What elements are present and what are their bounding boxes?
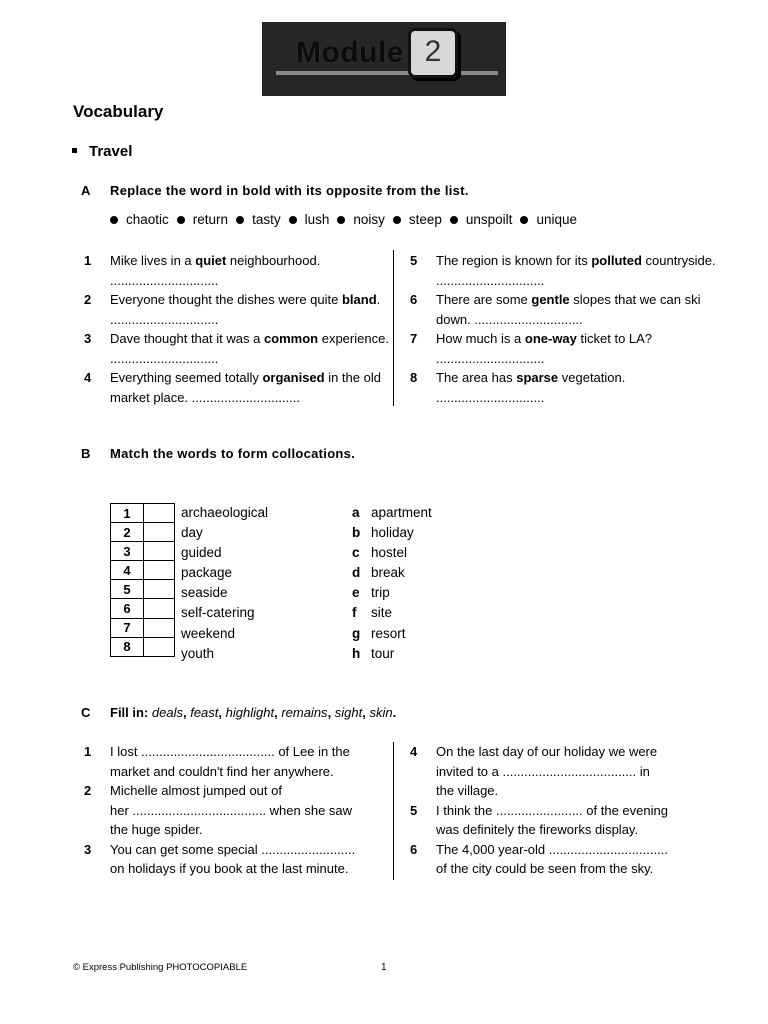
bold-word: sparse [516,370,559,385]
word-option: unspoilt [465,212,513,227]
item-text [436,368,716,407]
item-text-pre: The area has [436,370,517,385]
item-text [110,781,410,840]
fill-in-separator: , [182,705,191,720]
item-text [110,840,410,879]
item-number: 8 [410,370,418,385]
item-line: the huge spider. [110,822,203,837]
match-table [110,503,175,657]
item-line: of the city could be seen from the sky. [436,861,654,876]
section-b-instruction: Match the words to form collocations. [110,446,356,461]
collocation-letter: c [352,545,360,561]
fill-in-word: feast [190,705,219,720]
topic-heading [72,143,132,160]
bold-word: bland [341,292,377,307]
fill-in-separator: . [392,705,397,720]
section-b-letter: B [81,446,91,461]
item-number: 1 [84,253,92,268]
table-row [111,580,175,599]
answer-cell[interactable] [144,618,175,637]
item-text-post: slopes that we can ski down. .............................. [436,292,701,327]
item-line: invited to a ..................................... in [436,763,650,779]
item-text-pre: Mike lives in a [110,253,196,268]
item-text [436,742,736,801]
collocation-word: hostel [371,545,408,561]
item-number: 5 [410,253,418,268]
bullet-dot-icon [520,216,528,224]
item-text [436,251,716,290]
item-text-post: ticket to LA? .............................. [436,331,653,366]
bold-word: one-way [524,331,577,346]
module-banner [262,22,506,96]
item-text [436,329,716,368]
collocation-word: tour [371,645,395,661]
row-number: 4 [111,561,144,580]
item-text [110,329,390,368]
row-number: 5 [111,580,144,599]
item-number: 3 [84,841,92,857]
collocation-word: site [371,605,393,621]
word-option: lush [304,212,330,227]
collocation-word: archaeological [181,505,269,520]
item-line: On the last day of our holiday we were [436,744,658,759]
item-line: You can get some special .......................... [110,841,356,857]
module-number: 2 [424,35,442,68]
collocation-letter: d [352,565,361,581]
bullet-dot-icon [177,216,185,224]
row-number: 8 [111,637,144,656]
item-text-pre: The region is known for its [436,253,592,268]
collocation-letters [352,503,360,664]
item-text-post: countryside. .............................. [436,253,716,288]
collocation-letter: g [352,625,361,641]
section-c-letter: C [81,705,91,720]
copyright-footer: © Express Publishing PHOTOCOPIABLE [73,962,248,973]
item-number: 5 [410,802,418,818]
item-number: 2 [84,292,92,307]
item-text-pre: There are some [436,292,532,307]
item-text-pre: Dave thought that it was a [110,331,264,346]
bullet-dot-icon [236,216,244,224]
topic-label: Travel [89,143,133,160]
answer-cell[interactable] [144,504,175,523]
word-option: steep [408,212,442,227]
collocation-letter: f [352,605,357,621]
item-line: Michelle almost jumped out of [110,783,282,798]
item-text [436,801,736,840]
item-number: 3 [84,331,92,346]
item-number: 4 [84,370,92,385]
item-text-post: . .............................. [110,292,381,327]
fill-in-word: highlight [225,705,275,720]
table-row [111,618,175,637]
word-option: return [192,212,229,227]
fill-in-word: deals [151,705,183,720]
item-line: her ..................................... when she saw [110,802,353,818]
collocation-letter: e [352,585,360,601]
item-text [110,368,390,407]
section-a-instruction: Replace the word in bold with its opposite from the list. [110,183,469,198]
answer-cell[interactable] [144,580,175,599]
item-text-post: experience. .............................. [110,331,389,366]
answer-cell[interactable] [144,561,175,580]
word-option: noisy [353,212,385,227]
collocation-word: trip [371,585,390,601]
column-divider-c [393,742,394,880]
collocation-word: youth [181,645,215,661]
collocation-word: guided [181,545,222,561]
collocation-word: resort [371,625,406,641]
table-row [111,542,175,561]
collocation-word: break [371,565,405,581]
bullet-dot-icon [289,216,297,224]
table-row [111,637,175,656]
item-line: market and couldn't find her anywhere. [110,763,334,779]
item-number: 1 [84,744,92,759]
bold-word: quiet [195,253,227,268]
bold-word: common [263,331,319,346]
module-title: Module [296,36,404,69]
collocation-word: self-catering [181,605,255,621]
bullet-dot-icon [337,216,345,224]
table-row [111,504,175,523]
item-text [436,290,716,329]
collocation-left-words [181,503,268,664]
item-text-post: in the old market place. .............................. [110,370,381,405]
item-line: was definitely the fireworks display. [436,822,639,837]
item-text [110,290,390,329]
item-number: 6 [410,841,418,857]
collocation-letter: b [352,525,361,541]
item-number: 6 [410,292,418,307]
answer-cell[interactable] [144,599,175,618]
item-line: The 4,000 year-old ................................. [436,841,668,857]
collocation-word: day [181,525,203,541]
collocation-word: seaside [181,585,228,601]
item-text-pre: How much is a [436,331,525,346]
item-text [110,251,390,290]
fill-in-separator: , [362,705,370,720]
table-row [111,599,175,618]
answer-cell[interactable] [144,637,175,656]
row-number: 3 [111,542,144,561]
fill-in-word: sight [334,705,363,720]
fill-in-word: skin [369,705,393,720]
module-number-box [408,28,458,78]
row-number: 6 [111,599,144,618]
page-number: 1 [381,962,387,973]
section-title: Vocabulary [73,102,164,121]
table-row [111,523,175,542]
item-text-post: neighbourhood. .............................. [110,253,321,288]
collocation-letter: h [352,645,361,661]
section-a-letter: A [81,183,91,198]
item-line: on holidays if you book at the last minute. [110,861,349,876]
word-option: tasty [252,212,281,227]
column-divider [393,250,394,406]
collocation-word: holiday [371,525,414,541]
bold-word: gentle [531,292,570,307]
bullet-icon [72,148,77,153]
fill-in-separator: , [218,705,226,720]
fill-in-label: Fill in: [110,705,149,720]
item-line: I lost ..................................... of Lee in the [110,744,350,759]
item-text [110,742,410,781]
item-text [436,840,736,879]
fill-in-word: remains [281,705,328,720]
collocation-word: apartment [371,505,432,520]
item-number: 4 [410,744,418,759]
bullet-dot-icon [110,216,118,224]
word-option: unique [536,212,577,227]
row-number: 2 [111,523,144,542]
collocation-letter: a [352,505,360,520]
bold-word: polluted [591,253,642,268]
banner-underline [276,71,498,75]
item-number: 2 [84,783,92,798]
bold-word: organised [262,370,325,385]
table-row [111,561,175,580]
item-text-pre: Everything seemed totally [110,370,263,385]
row-number: 1 [111,504,144,523]
item-text-pre: Everyone thought the dishes were quite [110,292,342,307]
item-line: the village. [436,783,499,798]
answer-cell[interactable] [144,523,175,542]
item-text-post: vegetation. .............................. [436,370,626,405]
section-c-instruction [110,705,396,720]
row-number: 7 [111,618,144,637]
fill-in-separator: , [274,705,282,720]
fill-in-separator: , [327,705,335,720]
bullet-dot-icon [450,216,458,224]
collocation-right-words [371,503,432,664]
bullet-dot-icon [393,216,401,224]
word-list [110,212,585,227]
answer-cell[interactable] [144,542,175,561]
collocation-word: package [181,565,233,581]
item-line: I think the ........................ of the evening [436,802,668,818]
item-number: 7 [410,331,418,346]
word-option: chaotic [126,212,169,227]
collocation-word: weekend [181,625,236,641]
